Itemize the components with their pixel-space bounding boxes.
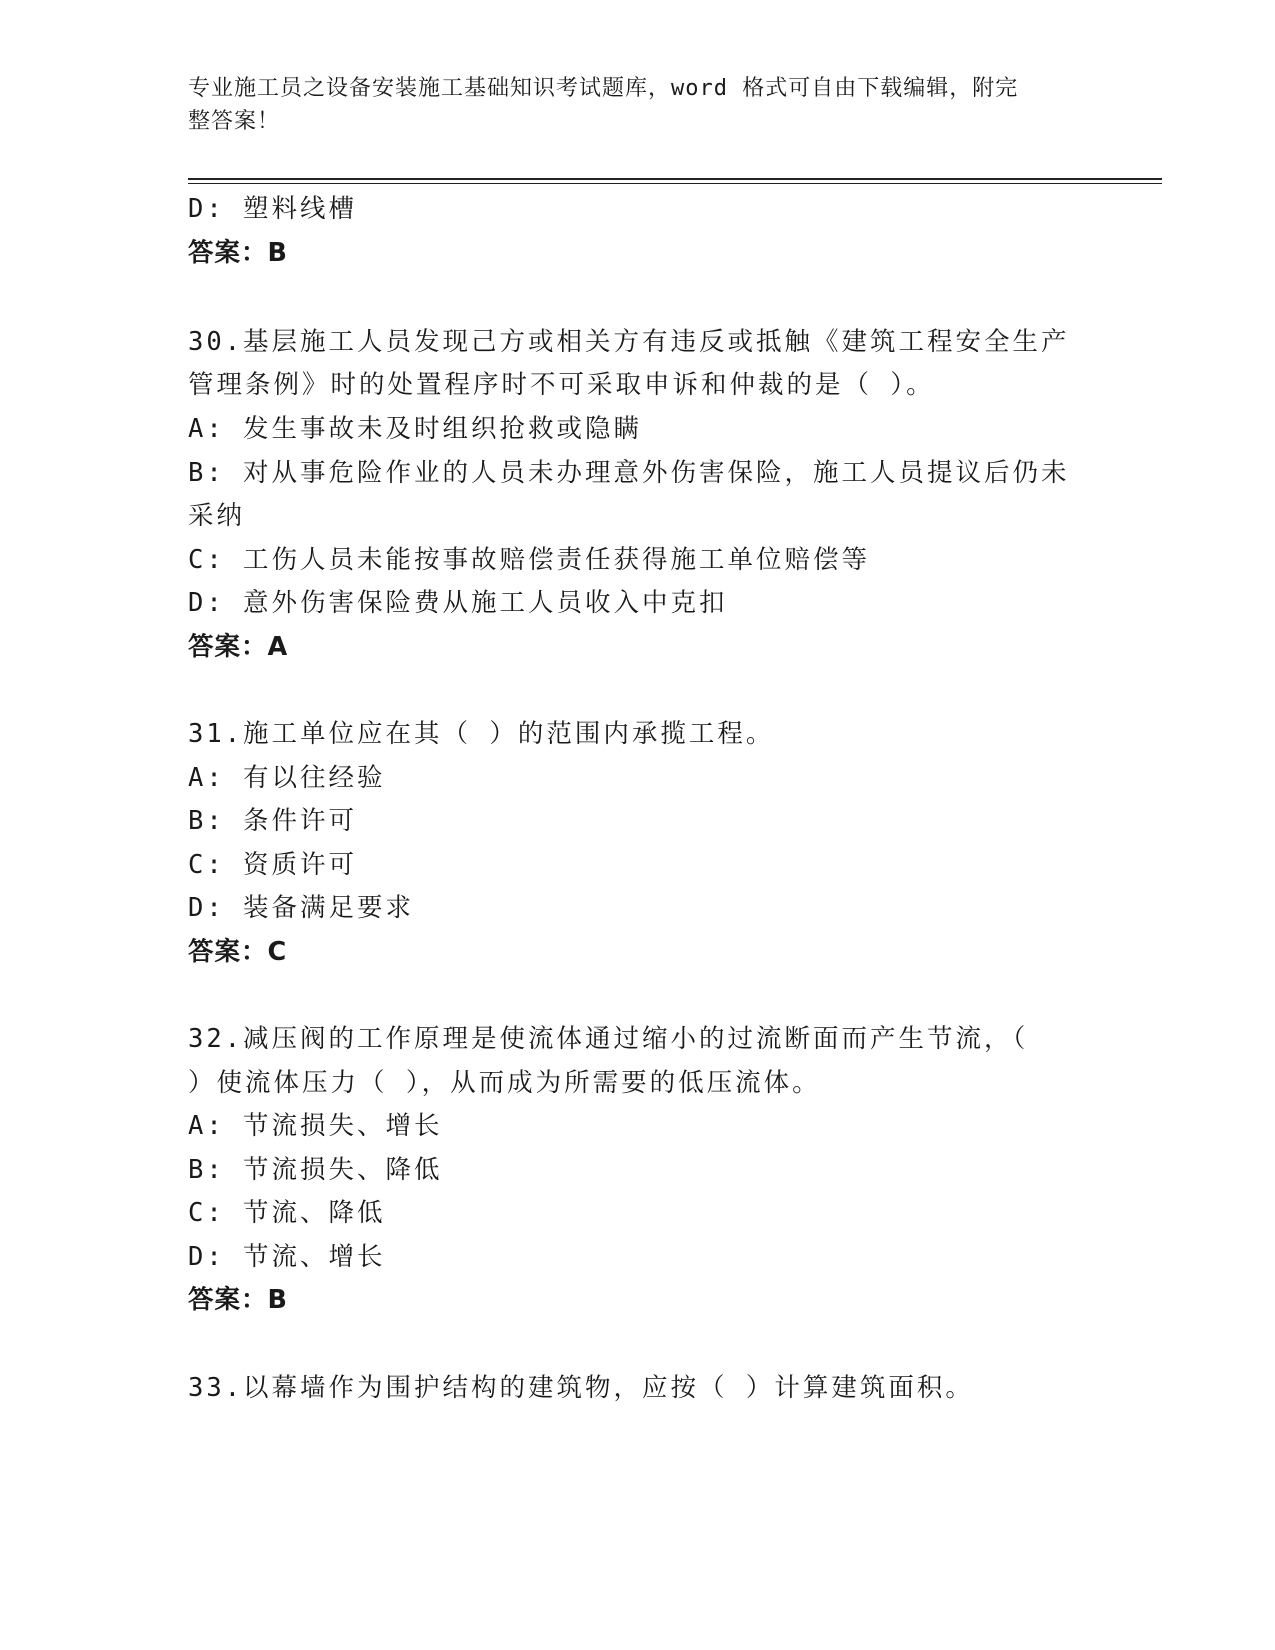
q31-option-b: B: 条件许可 [188,806,358,836]
q31-answer: 答案：C [188,937,288,967]
q30-option-b-line-2: 采纳 [188,501,246,531]
q31-option-a: A: 有以往经验 [188,763,386,793]
q30-option-b-line-1: B: 对从事危险作业的人员未办理意外伤害保险，施工人员提议后仍未 [188,458,1070,488]
header-line-2: 整答案！ [188,109,281,134]
q32-option-d: D: 节流、增长 [188,1242,386,1272]
q31-option-d: D: 装备满足要求 [188,893,415,923]
header-line-1: 专业施工员之设备安装施工基础知识考试题库，word 格式可自由下载编辑，附完 [188,76,1019,101]
q30-answer: 答案：A [188,632,289,662]
q30-stem-line-1: 30.基层施工人员发现己方或相关方有违反或抵触《建筑工程安全生产 [188,327,1070,357]
q32-option-a: A: 节流损失、增长 [188,1111,443,1141]
q30-option-d: D: 意外伤害保险费从施工人员收入中克扣 [188,588,728,618]
q32-stem-line-2: ）使流体压力（ ），从而成为所需要的低压流体。 [188,1068,821,1098]
q32-stem-line-1: 32.减压阀的工作原理是使流体通过缩小的过流断面而产生节流，（ [188,1024,1029,1054]
q30-option-a: A: 发生事故未及时组织抢救或隐瞒 [188,414,643,444]
header-rule-thin [188,183,1162,184]
q30-stem-line-2: 管理条例》时的处置程序时不可采取申诉和仲裁的是（ ）。 [188,370,935,400]
prev-option-d: D: 塑料线槽 [188,194,358,224]
header-rule-thick [188,178,1162,180]
page-header [188,72,1068,138]
q30-option-c: C: 工伤人员未能按事故赔偿责任获得施工单位赔偿等 [188,545,871,575]
prev-answer: 答案：B [188,238,288,268]
q31-option-c: C: 资质许可 [188,850,358,880]
q32-option-b: B: 节流损失、降低 [188,1155,443,1185]
q33-stem: 33.以幕墙作为围护结构的建筑物，应按（ ）计算建筑面积。 [188,1373,974,1403]
q32-answer: 答案：B [188,1285,288,1315]
q32-option-c: C: 节流、降低 [188,1198,386,1228]
q31-stem: 31.施工单位应在其（ ）的范围内承揽工程。 [188,719,775,749]
